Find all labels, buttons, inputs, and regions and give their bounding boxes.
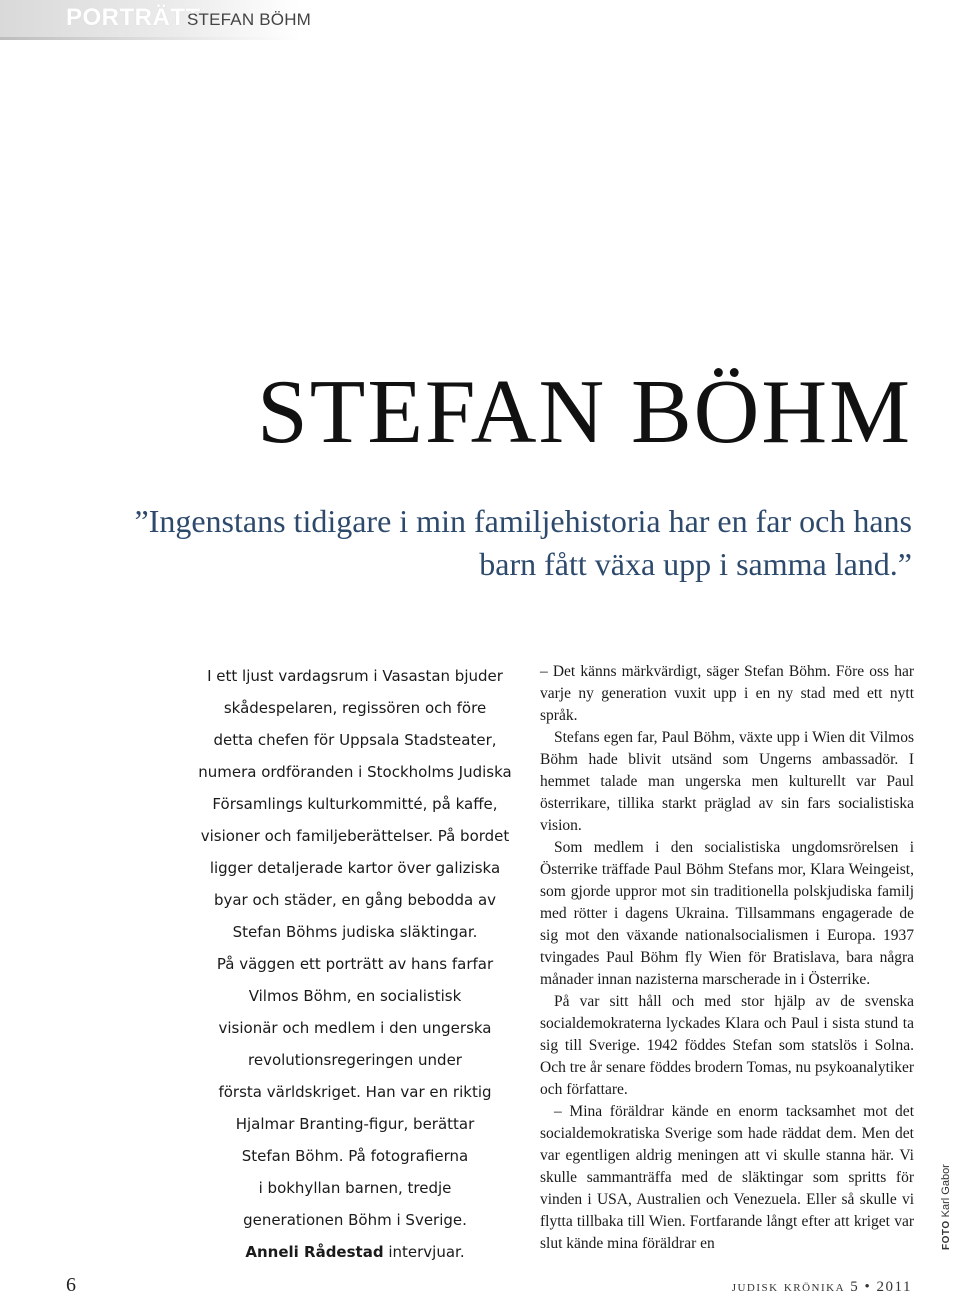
lead-line: första världskriget. Han var en riktig bbox=[218, 1083, 492, 1101]
lead-text bbox=[195, 660, 515, 1268]
byline-role: intervjuar. bbox=[388, 1243, 465, 1261]
lead-line: Stefan Böhms judiska släktingar. bbox=[232, 923, 478, 941]
body-column bbox=[540, 661, 914, 1255]
body-paragraph: Som medlem i den socialistiska ungdomsrörelsen i Österrike träffade Paul Böhm Stefans mor, Klara Weingeist, som gjorde uppror mot sin traditionella polskjudiska familj med rötter i dagens Ukraina. Tillsammans engagerade de sig mot den växande nationalsocialismen i Europa. 1937 tvingades Paul Böhm fly Wien för Bratislava, bara några månader innan nazisterna marscherade in i Österrike. bbox=[540, 839, 914, 988]
photo-credit-name: Karl Gabor bbox=[940, 1164, 952, 1218]
body-paragraph: – Mina föräldrar kände en enorm tacksamhet mot det socialdemokratiska Sverige som hade räddat dem. Men det var egentligen aldrig meningen att vi skulle stanna här. Vi skulle sammanträffa med de släktingar som spritts för vinden i USA, Australien och Venezuela. Eller så skulle vi flytta tillbaka till Wien. Fortfarande långt efter att kriget var slut kände mina föräldrar en bbox=[540, 1103, 914, 1252]
body-paragraph: På var sitt håll och med stor hjälp av de svenska socialdemokraterna lyckades Klara och Paul i sista stund ta sig till Sverige. 1942 föddes Stefan som statslös i Solna. Och tre år senare föddes brodern Tomas, nu psykoanalytiker och författare. bbox=[540, 993, 914, 1098]
byline bbox=[195, 1236, 515, 1268]
lead-line: numera ordföranden i Stockholms Judiska bbox=[198, 763, 512, 781]
lead-line: Församlings kulturkommitté, på kaffe, bbox=[212, 795, 498, 813]
footer-magazine: judisk krönika 5 • 2011 bbox=[731, 1279, 912, 1295]
lead-line: byar och städer, en gång bebodda av bbox=[213, 891, 497, 909]
lead-line: I ett ljust vardagsrum i Vasastan bjuder bbox=[207, 667, 503, 685]
lead-line: På väggen ett porträtt av hans farfar bbox=[216, 955, 494, 973]
lead-line: visionär och medlem i den ungerska bbox=[218, 1019, 492, 1037]
body-paragraph: Stefans egen far, Paul Böhm, växte upp i Wien dit Vilmos Böhm hade blivit utsänd som Ungerns ambassadör. I hemmet talade man ungerska men kulturellt var Paul österrikare, tillika starkt präglad av sin fars socialistiska vision. bbox=[540, 729, 914, 834]
lead-line: Stefan Böhm. På fotografierna bbox=[241, 1147, 469, 1165]
lead-line: visioner och familjeberättelser. På bordet bbox=[200, 827, 510, 845]
page-number: 6 bbox=[66, 1274, 76, 1296]
body-paragraph: – Det känns märkvärdigt, säger Stefan Böhm. Före oss har varje ny generation vuxit upp i en ny stad med ett nytt språk. bbox=[540, 663, 914, 724]
byline-name: Anneli Rådestad bbox=[245, 1243, 384, 1261]
photo-credit-label: FOTO bbox=[941, 1220, 952, 1250]
lead-line: skådespelaren, regissören och före bbox=[223, 699, 487, 717]
article-title: STEFAN BÖHM bbox=[257, 361, 912, 462]
section-label: PORTRÄTT bbox=[66, 4, 201, 31]
lead-line: detta chefen för Uppsala Stadsteater, bbox=[213, 731, 497, 749]
lead-line: ligger detaljerade kartor över galiziska bbox=[209, 859, 501, 877]
lead-line: Hjalmar Branting-figur, berättar bbox=[235, 1115, 475, 1133]
header-rule bbox=[0, 37, 300, 40]
lead-line: revolutionsregeringen under bbox=[248, 1051, 462, 1069]
lead-line: i bokhyllan barnen, tredje bbox=[258, 1179, 452, 1197]
pull-quote: ”Ingenstans tidigare i min familjehistoria har en far och hans barn fått växa upp i samma land.” bbox=[134, 503, 912, 582]
section-subject: STEFAN BÖHM bbox=[187, 10, 312, 29]
lead-line: generationen Böhm i Sverige. bbox=[243, 1211, 467, 1229]
photo-credit bbox=[940, 1164, 952, 1250]
lead-line: Vilmos Böhm, en socialistisk bbox=[248, 987, 462, 1005]
